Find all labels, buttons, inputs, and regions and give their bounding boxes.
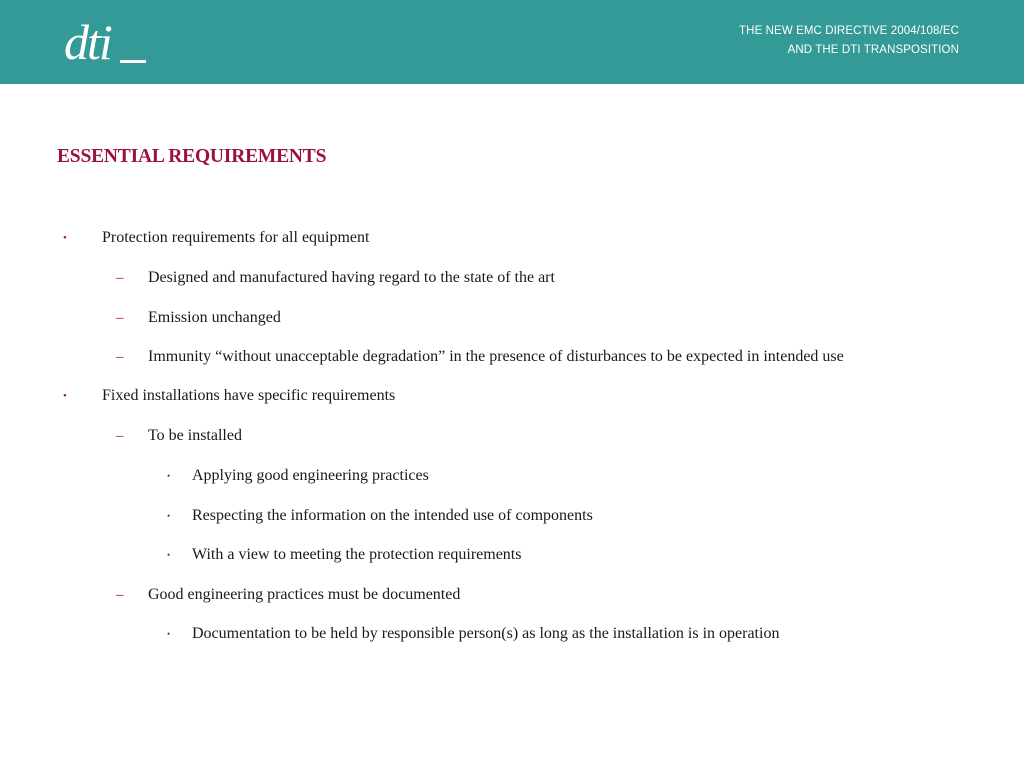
logo-underline (120, 60, 146, 63)
header-band (0, 0, 1024, 84)
bullet-marker: • (167, 471, 171, 481)
list-item: Documentation to be held by responsible person(s) as long as the installation is in operation (192, 625, 780, 642)
dash-marker: – (116, 310, 124, 326)
list-item: Designed and manufactured having regard to the state of the art (148, 269, 555, 286)
list-item: To be installed (148, 427, 242, 444)
presentation-title-line-2: AND THE DTI TRANSPOSITION (787, 44, 959, 56)
dash-marker: – (116, 428, 124, 444)
bullet-marker: • (63, 390, 67, 402)
presentation-title (739, 22, 959, 60)
dash-marker: – (116, 349, 124, 365)
list-item: Respecting the information on the intended use of components (192, 507, 593, 524)
presentation-title-line-1: THE NEW EMC DIRECTIVE 2004/108/EC (739, 25, 959, 37)
dash-marker: – (116, 270, 124, 286)
bullet-marker: • (63, 232, 67, 244)
dti-logo (64, 16, 154, 68)
list-item: Emission unchanged (148, 309, 281, 326)
dash-marker: – (116, 587, 124, 603)
slide-title: ESSENTIAL REQUIREMENTS (57, 146, 327, 167)
list-item: With a view to meeting the protection requirements (192, 546, 522, 563)
bullet-marker: • (167, 550, 171, 560)
list-item: Good engineering practices must be documented (148, 586, 461, 603)
logo-text: dti (64, 16, 111, 68)
list-item: Applying good engineering practices (192, 467, 429, 484)
bullet-marker: • (167, 511, 171, 521)
bullet-marker: • (167, 629, 171, 639)
list-item: Immunity “without unacceptable degradation” in the presence of disturbances to be expected in intended use (148, 348, 844, 365)
list-item: Fixed installations have specific requirements (102, 387, 396, 404)
list-item: Protection requirements for all equipment (102, 229, 370, 246)
